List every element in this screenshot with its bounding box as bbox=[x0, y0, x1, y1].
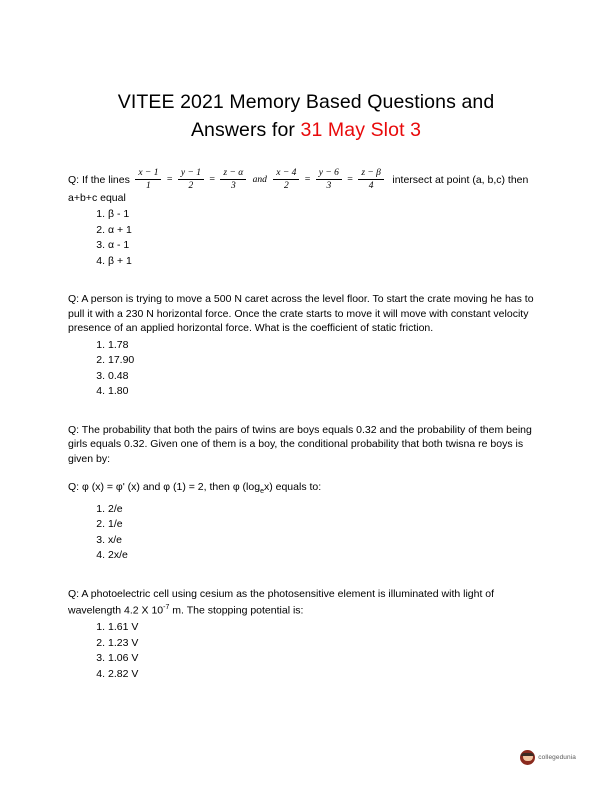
option-label: 0.48 bbox=[108, 369, 129, 382]
title-line-1: VITEE 2021 Memory Based Questions and bbox=[117, 91, 495, 113]
option-number: 4. bbox=[96, 667, 105, 680]
option-item[interactable] bbox=[96, 620, 550, 636]
fraction-6 bbox=[358, 168, 384, 192]
option-number: 3. bbox=[96, 369, 105, 382]
option-item[interactable] bbox=[96, 651, 550, 667]
option-item[interactable] bbox=[96, 384, 550, 400]
question-1-options bbox=[68, 207, 550, 269]
question-5-text bbox=[68, 587, 550, 619]
option-label: 1.78 bbox=[108, 338, 129, 351]
option-label: 1.06 V bbox=[108, 652, 139, 665]
fraction-2 bbox=[178, 168, 204, 192]
option-number: 4. bbox=[96, 254, 105, 267]
question-1-tail: intersect at point (a, b,c) then bbox=[392, 174, 529, 186]
fraction-5 bbox=[316, 168, 342, 192]
equals-sign-1: = bbox=[166, 174, 173, 185]
option-number: 4. bbox=[96, 549, 105, 562]
fraction-3 bbox=[220, 168, 246, 192]
option-label: 1.80 bbox=[108, 385, 129, 397]
question-4-text bbox=[68, 480, 550, 500]
spacer bbox=[68, 283, 550, 292]
title-line-2-accent: 31 May Slot 3 bbox=[300, 119, 422, 141]
option-number: 3. bbox=[96, 239, 105, 251]
question-3-text: Q: The probability that both the pairs of twins are boys equals 0.32 and the probability of them being girls equals 0.32. Given one of them is a boy, the conditional probability that both twisna re boys is given by: bbox=[68, 423, 532, 465]
question-block-5 bbox=[68, 587, 550, 683]
option-label: 17.90 bbox=[108, 354, 135, 366]
option-number: 2. bbox=[96, 636, 105, 649]
option-number: 3. bbox=[96, 533, 105, 546]
collegedunia-label: collegedunia bbox=[538, 754, 576, 761]
equals-sign-3: = bbox=[304, 174, 311, 185]
option-label: x/e bbox=[108, 533, 123, 546]
option-number: 2. bbox=[96, 518, 105, 531]
option-label: β - 1 bbox=[108, 208, 130, 220]
option-number: 3. bbox=[96, 652, 105, 665]
option-label: 1/e bbox=[108, 518, 123, 531]
option-item[interactable] bbox=[96, 636, 550, 652]
option-label: 2.82 V bbox=[108, 667, 139, 680]
option-item[interactable] bbox=[96, 369, 550, 385]
option-label: 1.61 V bbox=[108, 621, 139, 634]
option-item[interactable] bbox=[96, 338, 550, 354]
question-1-line2: a+b+c equal bbox=[68, 192, 126, 204]
question-5-text-prefix: Q: A photoelectric cell using cesium as the photosensitive element is illuminated with light of wavelength 4.2 X 10 bbox=[68, 587, 495, 617]
fraction-4 bbox=[273, 168, 299, 192]
question-1-equation-row bbox=[68, 168, 550, 192]
questions-container bbox=[68, 168, 550, 696]
option-item[interactable] bbox=[96, 254, 550, 270]
fraction-6-numerator: z − β bbox=[358, 168, 384, 180]
fraction-1-denominator: 1 bbox=[146, 181, 151, 191]
question-4-subscript: e bbox=[260, 488, 264, 496]
fraction-3-denominator: 3 bbox=[230, 181, 236, 191]
fraction-5-denominator: 3 bbox=[326, 181, 332, 191]
option-label: β + 1 bbox=[108, 254, 132, 267]
question-4-options bbox=[68, 502, 550, 564]
collegedunia-icon bbox=[520, 750, 535, 765]
question-4-text-prefix: Q: φ (x) = φ' (x) and φ (1) = 2, then φ (log bbox=[68, 481, 261, 493]
option-item[interactable] bbox=[96, 223, 550, 239]
fraction-5-numerator: y − 6 bbox=[316, 168, 342, 180]
fraction-6-denominator: 4 bbox=[368, 181, 374, 191]
question-2-text: Q: A person is trying to move a 500 N caret across the level floor. To start the crate moving he has to pull it with a 230 N horizontal force. Once the crate starts to move it will move with constant velocity presence of an applied horizontal force. What is the coefficient of static friction. bbox=[68, 293, 534, 334]
fraction-2-denominator: 2 bbox=[188, 181, 194, 191]
fraction-4-denominator: 2 bbox=[283, 181, 289, 191]
collegedunia-logo bbox=[520, 750, 576, 765]
option-label: 2x/e bbox=[108, 549, 128, 562]
question-4-text-suffix: x) equals to: bbox=[263, 481, 322, 493]
option-item[interactable] bbox=[96, 517, 550, 533]
question-2-options bbox=[68, 338, 550, 400]
equals-sign-4: = bbox=[347, 174, 353, 185]
option-number: 1. bbox=[96, 621, 105, 634]
option-label: 1.23 V bbox=[108, 636, 139, 649]
title-line-2-prefix: Answers for bbox=[190, 119, 301, 141]
option-item[interactable] bbox=[96, 533, 550, 549]
option-label: 2/e bbox=[108, 502, 123, 515]
equals-sign-2: = bbox=[209, 174, 216, 185]
question-block-2 bbox=[68, 292, 550, 400]
question-block-3 bbox=[68, 423, 550, 467]
option-item[interactable] bbox=[96, 502, 550, 518]
option-number: 1. bbox=[96, 208, 105, 220]
equation-and-word: and bbox=[252, 175, 267, 185]
fraction-4-numerator: x − 4 bbox=[273, 168, 299, 180]
option-label: α - 1 bbox=[108, 239, 130, 251]
spacer bbox=[68, 414, 550, 423]
fraction-1 bbox=[135, 168, 161, 192]
fraction-1-numerator: x − 1 bbox=[135, 168, 161, 180]
option-number: 2. bbox=[96, 354, 105, 366]
page-title bbox=[70, 88, 542, 144]
option-item[interactable] bbox=[96, 238, 550, 254]
question-5-options bbox=[68, 620, 550, 682]
question-1-lead: Q: If the lines bbox=[68, 174, 130, 186]
option-item[interactable] bbox=[96, 207, 550, 223]
question-5-superscript: -7 bbox=[163, 604, 170, 612]
question-5-text-suffix: m. The stopping potential is: bbox=[169, 604, 304, 617]
option-number: 1. bbox=[96, 338, 105, 351]
spacer bbox=[68, 578, 550, 587]
question-1-equation bbox=[134, 168, 385, 192]
question-block-4 bbox=[68, 480, 550, 564]
option-item[interactable] bbox=[96, 667, 550, 683]
fraction-3-numerator: z − α bbox=[220, 168, 246, 180]
option-label: α + 1 bbox=[108, 223, 132, 236]
option-number: 1. bbox=[96, 502, 105, 515]
fraction-2-numerator: y − 1 bbox=[178, 168, 204, 180]
option-item[interactable] bbox=[96, 353, 550, 369]
option-item[interactable] bbox=[96, 548, 550, 564]
option-number: 2. bbox=[96, 223, 105, 236]
option-number: 4. bbox=[96, 385, 105, 397]
question-block-1 bbox=[68, 168, 550, 269]
